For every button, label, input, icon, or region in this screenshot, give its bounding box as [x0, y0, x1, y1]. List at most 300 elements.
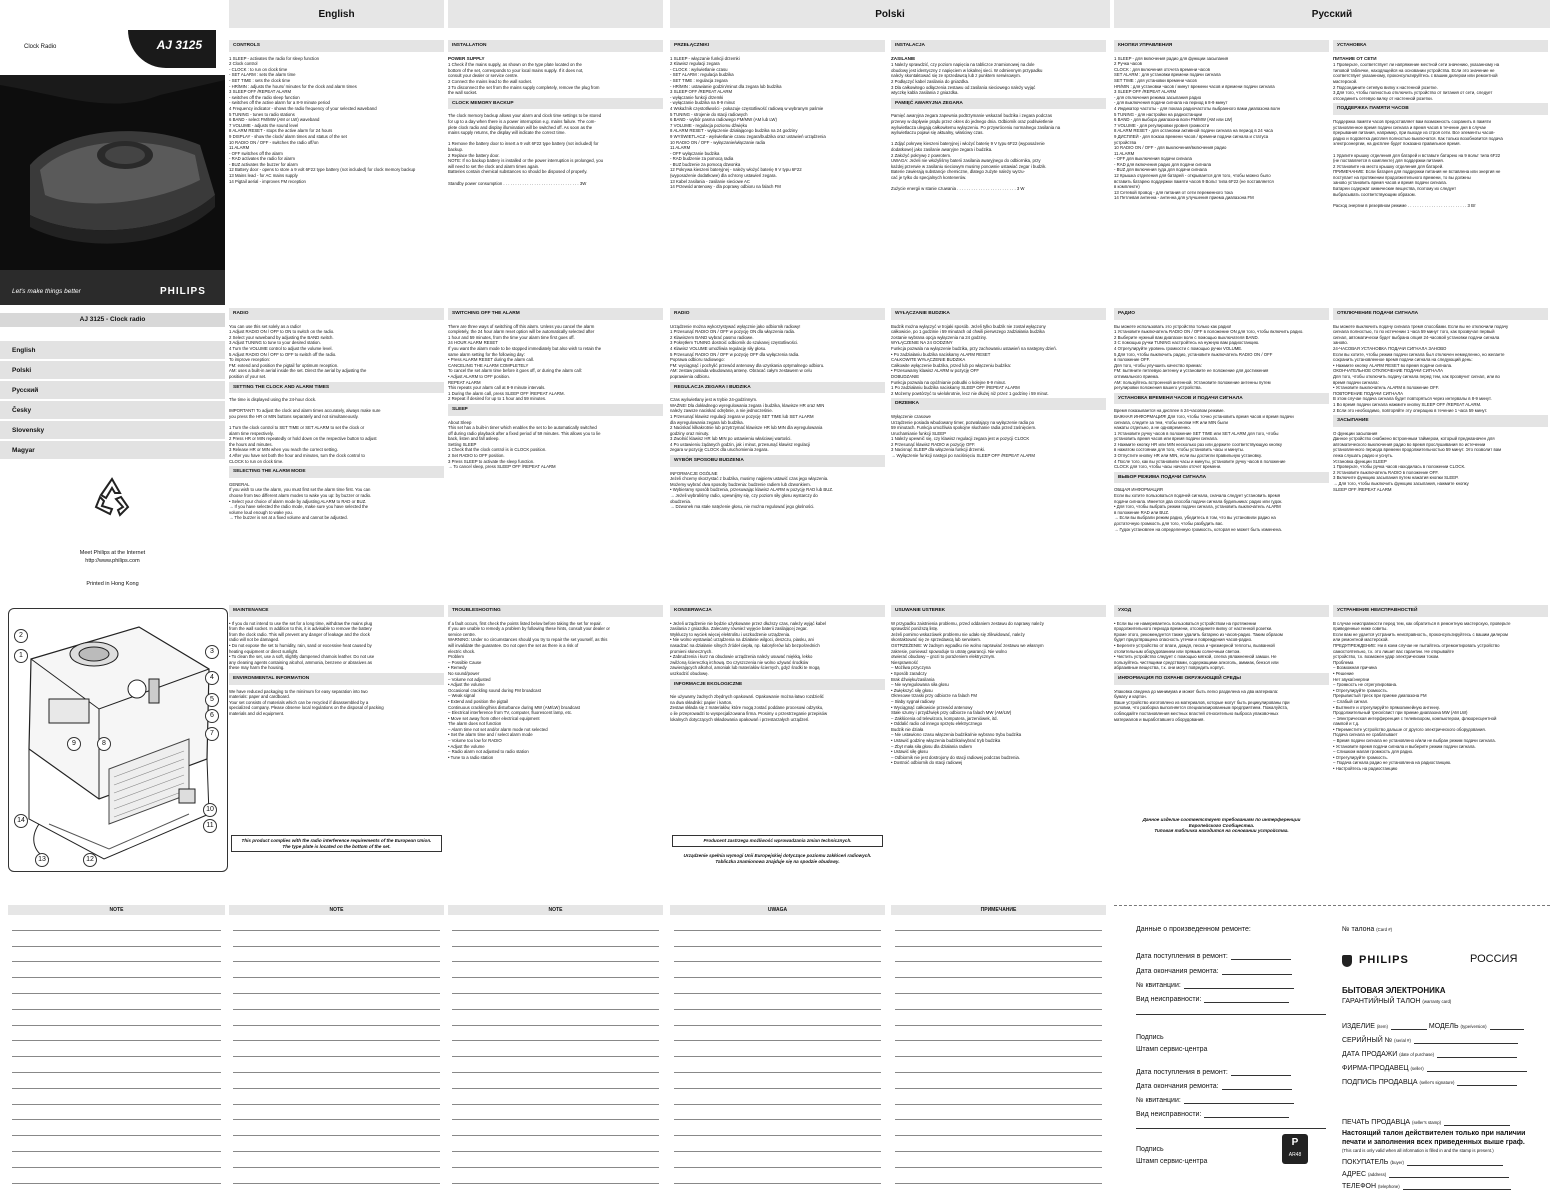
section-heading: KONSERWACJA: [670, 605, 885, 617]
pl-instalacja: [891, 38, 1106, 306]
text-line: zegara w pozycję CLOCK dla uruchomienia zegara.: [670, 447, 769, 453]
shield-icon: [1342, 955, 1352, 967]
ruled-line[interactable]: [452, 947, 659, 963]
text-line: 4 Отрегулируйте уровень громкости с помощью ручки VOLUME.: [1114, 345, 1243, 351]
text-line: If you want the alarm mode to be stopped immediately but also wish to retain the: [448, 345, 602, 351]
ruled-line[interactable]: [12, 947, 221, 963]
text-line: нажаты отдельно, а не одновременно.: [1114, 425, 1191, 431]
section-heading: ВЫБОР РЕЖИМА ПОДАЧИ СИГНАЛА: [1114, 472, 1329, 484]
ruled-line[interactable]: [674, 1152, 881, 1168]
text-line: 2 Założyć pokrywę z powrotem.: [891, 152, 952, 158]
text-line: ОКОНЧАТЕЛЬНОЕ ОТКЛЮЧЕНИЕ ПОДАЧИ СИГНАЛА: [1333, 368, 1443, 374]
ruled-line[interactable]: [895, 1152, 1102, 1168]
ruled-line[interactable]: [12, 1010, 221, 1026]
en-controls-list: [229, 56, 444, 185]
sidebar-meet: Meet Philips at the Internet: [79, 550, 146, 556]
ruled-line[interactable]: [12, 1089, 221, 1105]
ruled-line[interactable]: [452, 1152, 659, 1168]
text-line: obudzenia.: [670, 498, 692, 504]
sidebar-item-cesky[interactable]: [0, 401, 225, 420]
text-line: О функции засыпания: [1333, 430, 1378, 436]
ruled-lines: [448, 915, 663, 1184]
text-line: 13 Mains lead - for AC mains supply: [229, 173, 298, 179]
text-line: AM: zestaw posiada wbudowaną antenę. Obracać całym zestawem w celu: [670, 368, 812, 374]
talon-en: (Card #): [1376, 927, 1393, 932]
text-line: - SET ALARM : sets the alarm time: [229, 72, 296, 78]
pl-radio-col: [670, 306, 885, 601]
text-line: godziny oraz minuty.: [670, 430, 710, 436]
text-line: • Zwiększyć siłę głosu: [891, 687, 933, 693]
en-env-list: [229, 689, 444, 717]
text-line: → If you have selected the radio mode, make sure you have selected the: [229, 504, 369, 510]
ruled-lines: [229, 915, 444, 1184]
text-line: volume loud enough to wake you.: [229, 509, 294, 515]
text-line: obudowy jest identyczny z napięciem w lokalnej sieci. W odmiennym przypadku: [891, 67, 1043, 73]
text-line: ПОВТОРЕНИЕ ПОДАЧИ СИГНАЛА: [1333, 390, 1403, 396]
text-line: back, listen and fall asleep.: [448, 436, 500, 442]
text-line: установленного периода времени продолжительностью 59 минут. Это позволит вам: [1333, 447, 1502, 453]
text-line: Okresowe trzaski przy odbiorze na falach FM: [891, 693, 977, 699]
text-line: 3 Zwolnić klawisz HR lub MIN po ustawieniu właściwej wartości.: [670, 436, 792, 442]
text-line: – Volume too low for RADIO: [448, 738, 502, 744]
text-line: 2 Подсоедините сетевую вилку к настенной розетке.: [1333, 84, 1438, 90]
ruled-line[interactable]: [12, 1073, 221, 1089]
serial-field[interactable]: [1342, 1036, 1518, 1044]
ruled-line[interactable]: [452, 1089, 659, 1105]
ruled-line[interactable]: [233, 1073, 440, 1089]
text-line: 9 DISPLAY - show the clock/ alarm times and status of the set: [229, 133, 347, 139]
text-line: ПРИМЕЧАНИЕ: Если батарея для поддержки питания не вставлена или энергия не: [1333, 169, 1501, 175]
text-line: Czas wyświetlany jest w trybie 24-godzinnym.: [670, 397, 758, 403]
date-in-field[interactable]: [1136, 952, 1291, 960]
text-line: Funkcja pozwala na wyłączenie budzika, przy zachowaniu ustawień na następny dzień.: [891, 345, 1058, 351]
text-line: 1 Установите ручку часов в положение SET TIME или SET ALARM для того, чтобы: [1114, 430, 1279, 436]
text-line: прерывания питания, например, при выходе из строя сети. Все элементы часов-: [1333, 130, 1495, 136]
ruled-line[interactable]: [895, 1136, 1102, 1152]
ruled-line[interactable]: [452, 1105, 659, 1121]
text-line: • Ustawić siłę głosu: [891, 749, 928, 755]
note-heading: ПРИМЕЧАНИЕ: [891, 905, 1106, 915]
text-line: skontaktować się ze sprzedawcą lub serwisem.: [891, 637, 982, 643]
sidebar-item-russian[interactable]: [0, 381, 225, 400]
date-out-field-2[interactable]: [1136, 1082, 1292, 1090]
product-en: (item): [1376, 1024, 1388, 1029]
ruled-line[interactable]: [674, 1073, 881, 1089]
text-line: Для того, чтобы улучшить качество приема:: [1114, 362, 1202, 368]
text-line: - OFF switches off the alarm: [229, 150, 283, 156]
pl-zuzycie: Zużycie energii w stanie czuwania . . . . . . . . . . . . . . . . . . . . . . . . . 3 W: [891, 186, 1025, 192]
ruled-line[interactable]: [674, 994, 881, 1010]
ruled-line[interactable]: [233, 1057, 440, 1073]
note-heading: NOTE: [8, 905, 225, 915]
callout-10: 10: [203, 803, 217, 817]
ruled-line[interactable]: [895, 931, 1102, 947]
ruled-line[interactable]: [233, 1026, 440, 1042]
text-line: → Для того, чтобы выключить функцию засыпания, нажмите кнопку: [1333, 481, 1469, 487]
text-line: 2 Press HR or MIN repeatedly or hold down on the respective button to adjust: [229, 436, 377, 442]
text-line: • Отрегулируйте громкость.: [1333, 754, 1388, 760]
ru-box-b: Типовая табличка находится на основании устройства.: [1154, 828, 1289, 834]
text-line: from the wall socket. In addition to this, it is advisable to remove the battery: [229, 626, 372, 632]
text-line: dla wyregulowania zegara lub budzika.: [670, 419, 744, 425]
text-line: • Adjust the volume: [448, 682, 485, 688]
text-line: 14 Przewód antenowy - dla poprawy odbioru na falach FM: [670, 184, 781, 190]
text-line: - BUZ budzenie za pomocą dzwonka: [670, 161, 741, 167]
ru-rezhim-list: [1114, 487, 1329, 532]
ruled-line[interactable]: [452, 1041, 659, 1057]
ruled-line[interactable]: [233, 978, 440, 994]
ruled-line[interactable]: [233, 1120, 440, 1136]
en-installation: [448, 38, 663, 306]
text-line: пользуйтесь чистящими средствами, содержащими алкоголь, аммиак, бензол или: [1114, 659, 1279, 665]
text-line: – Возможная причина: [1333, 665, 1377, 671]
defect-field[interactable]: [1136, 995, 1289, 1003]
sidebar-url[interactable]: http://www.philips.com: [85, 558, 140, 564]
text-line: 3 Nacisnąć SLEEP dla włączenia funkcji drzemki.: [891, 447, 986, 453]
text-line: There are three ways of switching off this alarm. Unless you cancel the alarm: [448, 323, 595, 329]
ruled-line[interactable]: [674, 1105, 881, 1121]
ruled-line[interactable]: [12, 1026, 221, 1042]
text-line: zwilżoną ściereczką irchową. Do czyszczenia nie wolno używać środków: [670, 659, 809, 665]
text-line: you press the HR or MIN buttons separately and not simultaneously.: [229, 413, 359, 419]
text-line: • Adjust the volume: [448, 743, 485, 749]
text-line: устройство, т.к. возможен удар электрическим током.: [1333, 654, 1440, 660]
sidebar-item-magyar[interactable]: [0, 441, 225, 460]
ruled-line[interactable]: [895, 994, 1102, 1010]
seller-sig-en: (seller's signature): [1419, 1080, 1455, 1085]
en-switchoff-list: [448, 324, 663, 402]
text-line: • Ustawić godzinę włączenia budzika/wybrać tryb budzika: [891, 738, 1001, 744]
text-line: Uruchamianie funkcji SLEEP: [891, 430, 946, 436]
buyer-field[interactable]: [1342, 1158, 1503, 1166]
text-line: 2 Klawiszem BAND wybrać pasmo radiowe.: [670, 334, 754, 340]
text-line: – Possible Cause: [448, 659, 482, 665]
text-line: → The buzzer is set at a fixed volume and cannot be adjusted.: [229, 515, 348, 521]
ruled-line[interactable]: [895, 1026, 1102, 1042]
ruled-line[interactable]: [452, 1168, 659, 1184]
ruled-line[interactable]: [895, 947, 1102, 963]
ruled-line[interactable]: [452, 1026, 659, 1042]
ruled-line[interactable]: [895, 1041, 1102, 1057]
text-line: • Extend and position the pigtail: [448, 698, 509, 704]
text-line: в нажатом состоянии для того, чтобы установить часы и минуты.: [1114, 447, 1245, 453]
sidebar-item-label: Česky: [12, 406, 32, 414]
ruled-line[interactable]: [674, 1089, 881, 1105]
text-line: 8 ALARM RESET - stops the active alarm for 24 hours: [229, 128, 333, 134]
subheading: POWER SUPPLY: [448, 55, 485, 61]
ruled-line[interactable]: [895, 978, 1102, 994]
ruled-line[interactable]: [895, 1073, 1102, 1089]
ruled-line[interactable]: [452, 915, 659, 931]
text-line: - HR/MIN : ustawianie godzin/minut dla zegara lub budzika: [670, 83, 782, 89]
cert-code: AR48: [1288, 1152, 1302, 1158]
text-line: the wall socket.: [448, 90, 478, 96]
ruled-line[interactable]: [895, 1120, 1102, 1136]
text-line: 8 ALARM RESET - для остановки активной подачи сигнала на период в 24 часа: [1114, 128, 1273, 134]
date-out-label: Дата окончания ремонта:: [1136, 968, 1219, 975]
text-line: Если вы хотите, чтобы режим подачи сигнала был отключен немедленно, но желаете: [1333, 351, 1505, 357]
text-line: 1 Turn the clock control to SET TIME or SET ALARM to set the clock or: [229, 425, 365, 431]
receipt-label: № квитанции:: [1136, 1097, 1181, 1104]
text-line: 3 Release HR or MIN when you reach the correct setting.: [229, 447, 338, 453]
header-english: [229, 0, 444, 28]
text-line: в положение OFF.: [1114, 357, 1150, 363]
ruled-line[interactable]: [12, 1152, 221, 1168]
section-heading: SELECTING THE ALARM MODE: [229, 466, 444, 478]
text-line: отопительным оборудованием или прямым солнечным светом.: [1114, 648, 1241, 654]
text-line: устройства: [1114, 139, 1137, 145]
ruled-line[interactable]: [452, 1010, 659, 1026]
text-line: 1 Przesunąć klawisz regulacji zegara w pozycję SET TIME lub SET ALARM: [670, 413, 814, 419]
ruled-line[interactable]: [12, 915, 221, 931]
text-line: → Dzwonek ma stałe natężenie głosu, nie można regulować jego głośności.: [670, 504, 815, 510]
text-line: WAŻNE! Dla dokładnego wyregulowania zegara i budzika, klawisze HR oraz MIN: [670, 402, 825, 408]
card-brand: PHILIPS: [1359, 954, 1409, 966]
ruled-line[interactable]: [12, 1057, 221, 1073]
ruled-line[interactable]: [233, 994, 440, 1010]
defect-line: [1204, 1110, 1289, 1118]
section-heading: ПОДДЕРЖКА ПАМЯТИ ЧАСОВ: [1333, 103, 1548, 115]
ruled-line[interactable]: [895, 1105, 1102, 1121]
section-heading: PRZEŁĄCZNIKI: [670, 40, 885, 52]
ruled-line[interactable]: [233, 1010, 440, 1026]
text-line: установленное время подачи сигнала и время часов в течение дня в случае: [1333, 124, 1487, 130]
ruled-line[interactable]: [452, 978, 659, 994]
product-model-field[interactable]: [1342, 1022, 1524, 1030]
text-line: • Adjust ALARM to OFF position.: [448, 373, 510, 379]
card-valid-note-en: (This card is only valid when all information is filled in and the stamp is present.): [1342, 1148, 1494, 1153]
text-line: 6 BAND - wybór pasma radiowego FM/MW (AM lub LW): [670, 117, 777, 123]
text-line: 13 Сетевой провод - для питания от сети переменного тока: [1114, 189, 1233, 195]
ruled-line[interactable]: [674, 915, 881, 931]
text-line: 1 Установите выключатель RADIO ON / OFF в положение ON для того, чтобы включить радио.: [1114, 329, 1304, 335]
ruled-line[interactable]: [674, 1026, 881, 1042]
sale-date-line: [1437, 1050, 1517, 1058]
text-line: – Możliwa przyczyna: [891, 665, 931, 671]
text-line: HR/MIN : для установки часов / минут времени часов и времени подачи сигнала: [1114, 83, 1275, 89]
sidebar-item-english[interactable]: [0, 341, 225, 360]
date-out-field[interactable]: [1136, 967, 1292, 975]
sale-date-field[interactable]: [1342, 1050, 1517, 1058]
ruled-line[interactable]: [452, 1073, 659, 1089]
ruled-line[interactable]: [12, 1136, 221, 1152]
text-line: WARNING: Under no circumstances should you try to repair the set yourself, as this: [448, 637, 608, 643]
text-line: достаточную громкость для того, чтобы разбудить вас.: [1114, 521, 1224, 526]
ruled-line[interactable]: [452, 1057, 659, 1073]
ruled-lines: [670, 915, 885, 1184]
text-line: вставить батарею поддержки памяти часов 9 Вольт типа 6F22 (не поставляется: [1114, 178, 1274, 184]
ruled-line[interactable]: [674, 1136, 881, 1152]
text-line: REPEAT ALARM: [448, 379, 481, 385]
text-line: 2 Установите на место крышку отделения для батарей.: [1333, 163, 1444, 169]
seller-signature-field[interactable]: [1342, 1078, 1517, 1086]
text-line: • Jeżeli urządzenie nie będzie użytkowane przez dłuższy czas, należy wyjąć kabel: [670, 620, 827, 626]
ruled-line[interactable]: [12, 1105, 221, 1121]
text-line: This set has a built-in timer which enables the set to be automatically switched: [448, 425, 597, 431]
ruled-line[interactable]: [12, 978, 221, 994]
text-line: приведенные ниже советы.: [1333, 626, 1388, 632]
text-line: • Set the alarm time and / select alarm mode: [448, 732, 533, 738]
text-line: FM: wyciągnąć i pochylić przewód antenowy dla uzyskania optymalnego odbioru.: [670, 362, 825, 368]
text-line: Установка функции SLEEP: [1333, 458, 1387, 464]
date-out-line: [1222, 1082, 1292, 1090]
text-line: • Zabrudzenia i kurz na obudowie urządzenia należy usuwać miękką, lekko: [670, 654, 813, 660]
ruled-line[interactable]: [452, 931, 659, 947]
ruled-line[interactable]: [233, 1041, 440, 1057]
pl-radio-list: [670, 324, 885, 380]
text-line: This repeats your alarm call at 8-9 minute intervals.: [448, 385, 546, 391]
ruled-line[interactable]: [674, 1041, 881, 1057]
text-line: – Громкость не отрегулирована.: [1333, 682, 1398, 688]
text-line: If a fault occurs, first check the points listed below before taking the set for repair.: [448, 620, 602, 626]
text-line: CLOCK для того, чтобы часы начали отсчет времени.: [1114, 464, 1222, 470]
text-line: FM: вытяните петлевую антенну и установите ее положение для достижения: [1114, 368, 1269, 374]
ru-neispr-list: [1333, 621, 1548, 772]
text-line: należy zawsze naciskać odrębnie, a nie jednocześnie.: [670, 408, 773, 414]
text-line: 11 ALARM: [670, 145, 691, 151]
ruled-line[interactable]: [233, 915, 440, 931]
phone-field[interactable]: [1342, 1182, 1511, 1190]
en-standby: Standby power consumption . . . . . . . . . . . . . . . . . . . . . . . . . . . . . . . . 3W: [448, 180, 587, 186]
ruled-line[interactable]: [674, 1168, 881, 1184]
ruled-line[interactable]: [674, 978, 881, 994]
seller-en: (seller): [1410, 1066, 1424, 1071]
text-line: 14 Петлевая антенна - антенна для улучшения приема диапазона FM: [1114, 195, 1254, 201]
pl-usuw-list: [891, 621, 1106, 766]
text-line: • Wyciągnąć całkowicie przewód antenowy: [891, 704, 973, 710]
text-line: – Radio alarm not adjusted to radio station: [448, 749, 529, 755]
text-line: cać je tylko do specjalnych kontenerów.: [891, 174, 967, 180]
text-line: – Слабый сигнал.: [1333, 698, 1369, 704]
ruled-line[interactable]: [674, 931, 881, 947]
text-line: 2 Set RADIO to OFF position.: [448, 453, 505, 459]
text-line: promieni słonecznych.: [670, 648, 713, 654]
ruled-line[interactable]: [452, 1120, 659, 1136]
ruled-line[interactable]: [12, 994, 221, 1010]
ruled-line[interactable]: [895, 915, 1102, 931]
ruled-line[interactable]: [895, 1057, 1102, 1073]
ruled-line[interactable]: [12, 1168, 221, 1184]
address-field[interactable]: [1342, 1170, 1509, 1178]
receipt-field-2[interactable]: [1136, 1096, 1294, 1104]
ruled-line[interactable]: [452, 994, 659, 1010]
text-line: AM: пользуйтесь встроенной антенной. Установите положение антенны путем: [1114, 379, 1271, 385]
text-line: время подачи сигнала:: [1333, 379, 1379, 385]
text-line: 3 To disconnect the set from the mains supply completely, remove the plug from: [448, 84, 600, 90]
text-line: соблюдайте постановления местных властей относительно выброса упаковочных: [1114, 710, 1279, 716]
ruled-line[interactable]: [233, 1089, 440, 1105]
text-line: • Нажмите кнопку ALARM RESET во время подачи сигнала.: [1333, 362, 1453, 368]
text-line: сигнала, следите за тем, чтобы кнопки HR или MIN были: [1114, 419, 1228, 425]
date-in-field-2[interactable]: [1136, 1068, 1291, 1076]
ruled-line[interactable]: [233, 931, 440, 947]
ruled-line[interactable]: [674, 1120, 881, 1136]
text-line: в комплекте): [1114, 184, 1140, 190]
ruled-line[interactable]: [895, 962, 1102, 978]
text-line: 4 Wskaźnik częstotliwości - pokazuje częstotliwość radiową w wybranym paśmie: [670, 105, 824, 111]
text-line: 5 TUNING - tunes to radio stations: [229, 111, 295, 117]
ruled-line[interactable]: [12, 1120, 221, 1136]
ruled-line[interactable]: [12, 931, 221, 947]
ruled-line[interactable]: [674, 962, 881, 978]
ruled-line[interactable]: [12, 1041, 221, 1057]
ruled-line[interactable]: [233, 1136, 440, 1152]
text-line: • Do not expose the set to humidity, rain, sand or excessive heat caused by: [229, 642, 372, 648]
en-backup-list: [448, 113, 663, 175]
ruled-line[interactable]: [233, 962, 440, 978]
text-line: • Чистить устройство следует с помощью мягкой, слегка увлажненной замши. Не: [1114, 654, 1277, 660]
ruled-line[interactable]: [895, 1168, 1102, 1184]
text-line: 3 SLEEP OFF /REPEAT ALARM: [229, 89, 292, 95]
en-sleep-list: [448, 420, 663, 470]
cover-panel: [0, 0, 225, 305]
section-heading: DRZEMKA: [891, 398, 1106, 410]
seller-stamp-field[interactable]: [1342, 1118, 1510, 1126]
serial-en: (serial #): [1394, 1038, 1411, 1043]
text-line: ВАЖНАЯ ИНФОРМАЦИЯ! Для того, чтобы точно установить время часов и время подачи: [1114, 413, 1294, 419]
text-line: Urządzenie można wykorzystywać wyłącznie jako odbiornik radiowy!: [670, 323, 801, 329]
ru-radio-col: [1114, 306, 1329, 601]
ruled-line[interactable]: [233, 947, 440, 963]
text-line: → Jeżeli wybraliśmy radio, upewnijmy się, czy poziom siły głosu wystarczy do: [670, 493, 818, 499]
text-line: 11 ALARM: [1114, 150, 1135, 156]
ruled-line[interactable]: [233, 1168, 440, 1184]
note-heading: NOTE: [448, 905, 663, 915]
defect-field-2[interactable]: [1136, 1110, 1289, 1118]
section-heading: ОТКЛЮЧЕНИЕ ПОДАЧИ СИГНАЛА: [1333, 308, 1548, 320]
section-heading: УХОД: [1114, 605, 1329, 617]
ruled-line[interactable]: [233, 1105, 440, 1121]
text-line: Problem: [448, 654, 465, 660]
text-line: - HR/MIN : adjusts the hours/ minutes for the clock and alarm times: [229, 83, 357, 89]
date-out-line: [1222, 967, 1292, 975]
section-heading: INSTALLATION: [448, 40, 663, 52]
text-line: - OFF для выключения подачи сигнала: [1114, 156, 1192, 162]
text-line: Wykluczy to wyciek więcej elektrolitu i uszkodzenie urządzenia.: [670, 631, 791, 637]
text-line: – Volume not adjusted: [448, 676, 491, 682]
text-line: If you are unable to remedy a problem by following these hints, consult your dealer or: [448, 626, 610, 632]
receipt-field[interactable]: [1136, 981, 1294, 989]
seller-field[interactable]: [1342, 1064, 1527, 1072]
en-typeplate-text: The type plate is located on the bottom of the set.: [282, 843, 391, 849]
text-line: – Подача сигнала радио не установлена на радиостанцию.: [1333, 760, 1452, 766]
text-line: – Zakłócenia od telewizora, komputera, jarzeniówek, itd.: [891, 715, 998, 721]
callout-1: 1: [14, 649, 28, 663]
ruled-line[interactable]: [674, 1010, 881, 1026]
text-line: The alarm does not function: [448, 721, 502, 727]
ruled-line[interactable]: [452, 962, 659, 978]
en-power-list: [448, 62, 663, 96]
ruled-line[interactable]: [233, 1152, 440, 1168]
section-heading: SETTING THE CLOCK AND ALARM TIMES: [229, 382, 444, 394]
ruled-line[interactable]: [674, 947, 881, 963]
ruled-line[interactable]: [895, 1010, 1102, 1026]
text-line: bottom of the set, corresponds to your local mains supply. If it does not,: [448, 67, 584, 73]
stamp-label-1: Штамп сервис-центра: [1136, 1046, 1208, 1053]
text-line: – Alarm time not set and/or alarm mode not selected: [448, 726, 548, 732]
text-line: these may harm the housing.: [229, 665, 285, 671]
text-line: Niesprawność: [891, 659, 918, 665]
ruled-line[interactable]: [895, 1089, 1102, 1105]
text-line: - CLOCK : wyświetlanie czasu: [670, 66, 728, 72]
ruled-line[interactable]: [12, 962, 221, 978]
text-line: 3 SLEEP OFF /REPEAT ALARM: [670, 89, 733, 95]
ruled-line[interactable]: [452, 1136, 659, 1152]
sidebar-item-slovensky[interactable]: [0, 421, 225, 440]
sidebar-item-polski[interactable]: [0, 361, 225, 380]
text-line: Поддержка памяти часов предоставляет вам возможность сохранить в памяти: [1333, 118, 1491, 124]
ruled-line[interactable]: [674, 1057, 881, 1073]
